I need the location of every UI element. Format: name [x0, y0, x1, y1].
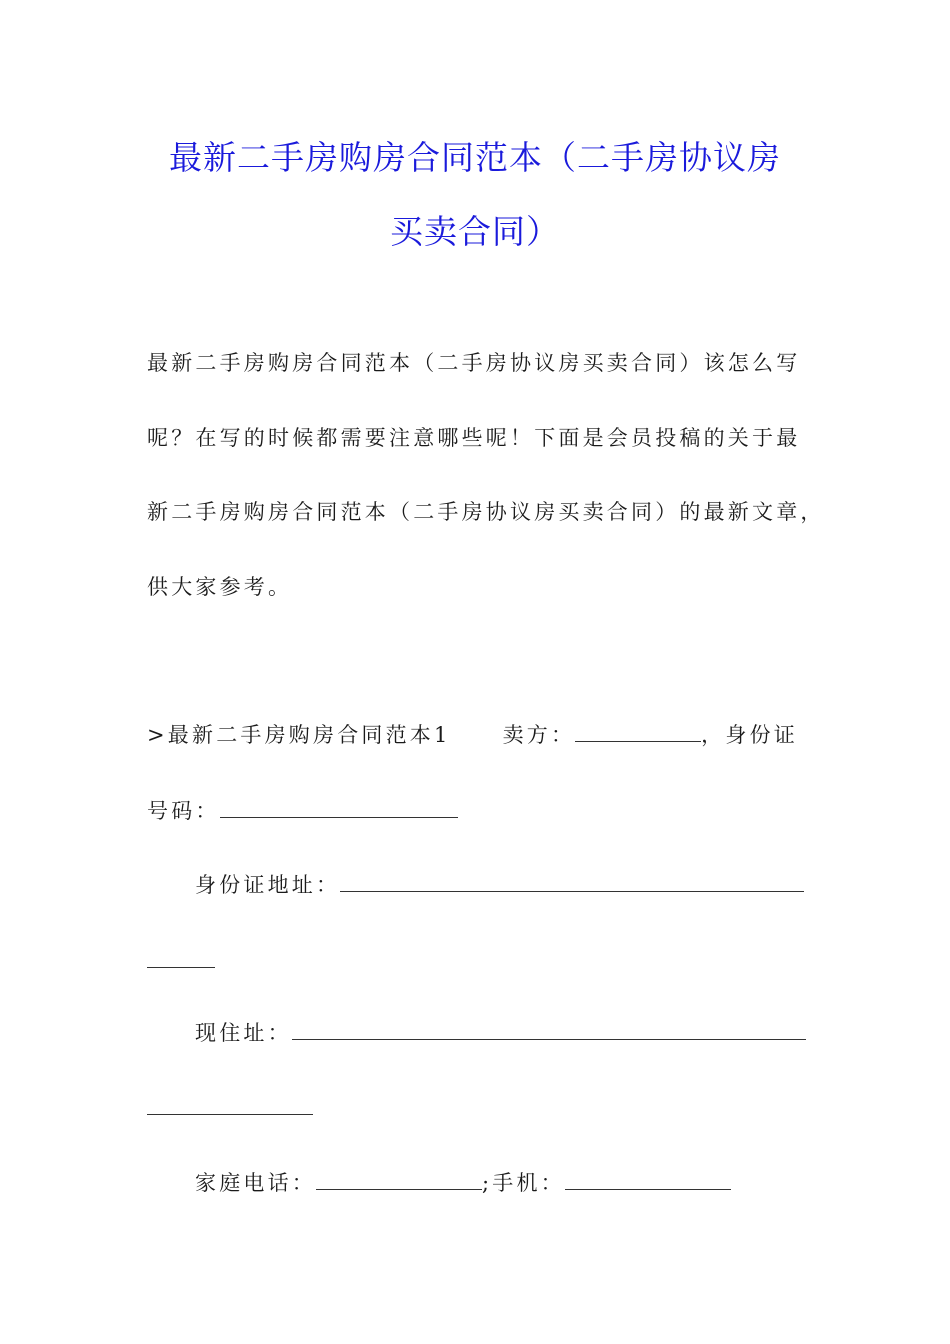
- id-number-label: 号码：: [147, 799, 220, 823]
- current-address-line: [195, 1017, 806, 1047]
- id-number-blank: [220, 795, 458, 818]
- intro-line-1: 最新二手房购房合同范本（二手房协议房买卖合同）该怎么写: [147, 351, 801, 375]
- intro-line-4: 供大家参考。: [147, 575, 293, 599]
- phone-line: [195, 1167, 731, 1197]
- current-address-blank-continued: [147, 1092, 313, 1115]
- id-address-blank-continued: [147, 945, 215, 968]
- document-title-line-1: 最新二手房购房合同范本（二手房协议房: [169, 138, 781, 177]
- seller-name-blank: [575, 719, 701, 742]
- seller-label: 卖方：: [502, 723, 576, 747]
- intro-line-2: 呢？在写的时候都需要注意哪些呢！下面是会员投稿的关于最: [147, 426, 801, 450]
- seller-suffix: ，身份证: [701, 723, 798, 747]
- intro-line-3: 新二手房购房合同范本（二手房协议房买卖合同）的最新文章，: [147, 500, 825, 524]
- mobile-blank: [565, 1167, 731, 1190]
- home-phone-label: 家庭电话：: [195, 1171, 316, 1195]
- home-phone-blank: [316, 1167, 482, 1190]
- mobile-label: ;手机：: [482, 1171, 565, 1195]
- current-address-continuation: [147, 1092, 313, 1115]
- current-address-label: 现住址：: [195, 1021, 292, 1045]
- document-title-line-2: 买卖合同）: [390, 212, 560, 251]
- id-address-label: 身份证地址：: [195, 873, 341, 897]
- id-address-line: [195, 869, 804, 899]
- current-address-blank: [292, 1017, 806, 1040]
- seller-line: [147, 719, 798, 749]
- id-address-blank: [340, 869, 804, 892]
- id-address-continuation: [147, 945, 215, 968]
- contract-heading: >最新二手房购房合同范本1: [147, 723, 451, 747]
- id-number-line: [147, 795, 458, 825]
